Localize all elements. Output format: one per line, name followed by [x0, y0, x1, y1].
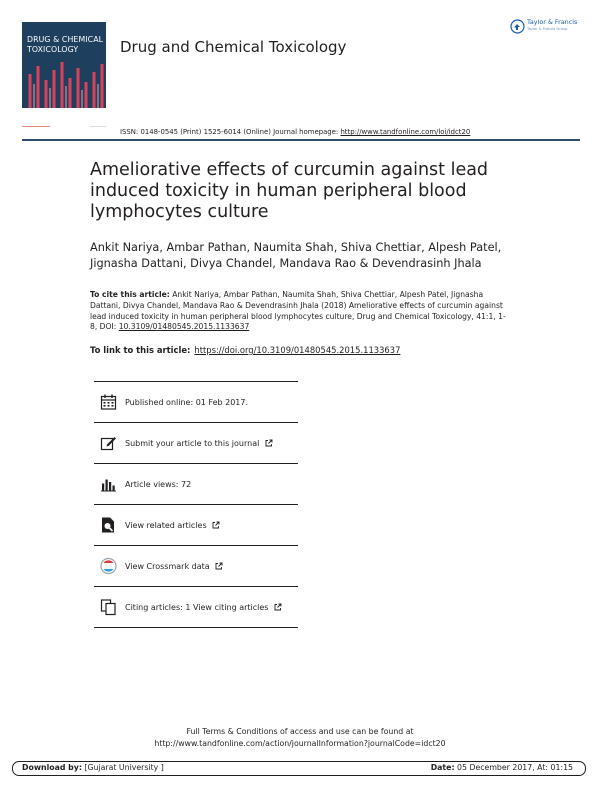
citation-doi-link[interactable]: 10.3109/01480545.2015.1133637 — [118, 322, 250, 332]
terms-note — [0, 726, 600, 749]
citing-articles-link[interactable] — [125, 603, 282, 612]
decorative-mark — [90, 126, 106, 127]
info-row-views — [94, 464, 298, 505]
publisher-sub: Taylor & Francis Group — [527, 27, 568, 31]
bar-chart-icon — [100, 476, 117, 493]
terms-url-link[interactable]: http://www.tandfonline.com/action/journalInformation?journalCode=idct20 — [154, 738, 446, 748]
link-label: To link to this article: — [90, 345, 191, 355]
info-row-related[interactable] — [94, 505, 298, 546]
cover-title: DRUG & CHEMICAL TOXICOLOGY — [27, 35, 104, 54]
download-date-value: 05 December 2017, At: 01:15 — [454, 763, 573, 772]
info-row-citing[interactable] — [94, 587, 298, 628]
related-articles-link[interactable] — [125, 521, 220, 530]
citing-articles-label: Citing articles: 1 View citing articles — [125, 602, 269, 612]
publisher-name: Taylor & Francis — [527, 18, 578, 26]
decorative-mark — [22, 126, 50, 127]
citation-label: To cite this article: — [90, 290, 170, 299]
downloaded-by — [22, 763, 164, 772]
download-date — [431, 763, 573, 772]
external-link-icon — [265, 439, 273, 447]
journal-name[interactable]: Drug and Chemical Toxicology — [120, 38, 347, 56]
download-info-bar — [12, 761, 586, 776]
crossmark-icon — [100, 558, 117, 575]
article-title: Ameliorative effects of curcumin against lead induced toxicity in human peripheral blood lymphocytes culture — [90, 160, 489, 222]
article-authors: Ankit Nariya, Ambar Pathan, Naumita Shah, Shiva Chettiar, Alpesh Patel, Jignasha Dattani, Divya Chandel, Mandava Rao & Devendrasinh Jhala — [90, 241, 502, 270]
document-search-icon — [100, 517, 117, 534]
article-info-list — [94, 381, 298, 628]
info-row-crossmark[interactable] — [94, 546, 298, 587]
external-link-icon — [274, 603, 282, 611]
terms-line: Full Terms & Conditions of access and use can be found at — [186, 727, 414, 736]
downloaded-by-value: [Gujarat University ] — [81, 763, 164, 772]
publisher-logo-icon — [510, 19, 525, 34]
related-articles-label: View related articles — [125, 520, 207, 530]
publisher-name-block — [527, 19, 577, 33]
issn-text: ISSN: 0148-0545 (Print) 1525-6014 (Online) Journal homepage: — [120, 128, 341, 136]
submit-article-link[interactable] — [125, 439, 273, 448]
crossmark-link[interactable] — [125, 562, 223, 571]
issn-line — [120, 128, 470, 136]
external-link-icon — [212, 521, 220, 529]
article-doi-link[interactable]: https://doi.org/10.3109/01480545.2015.1133637 — [194, 345, 401, 355]
header-divider — [22, 139, 580, 141]
info-row-submit[interactable] — [94, 423, 298, 464]
external-link-icon — [215, 562, 223, 570]
edit-icon — [100, 435, 117, 452]
downloaded-by-label: Download by: — [22, 763, 82, 772]
crossmark-label: View Crossmark data — [125, 561, 210, 571]
download-date-label: Date: — [430, 763, 455, 772]
info-row-published — [94, 381, 298, 423]
submit-article-label: Submit your article to this journal — [125, 438, 260, 448]
article-link-line — [90, 345, 400, 355]
calendar-icon — [100, 394, 117, 411]
copy-documents-icon — [100, 599, 117, 616]
published-date: Published online: 01 Feb 2017. — [125, 397, 249, 407]
journal-cover — [22, 22, 106, 108]
article-views: Article views: 72 — [125, 479, 192, 489]
citation-text: Ankit Nariya, Ambar Pathan, Naumita Shah, Shiva Chettiar, Alpesh Patel, Jignasha Dattani, Divya Chandel, Mandava Rao & Devendrasinh Jhala (2018) Ameliorative effects of curcumin against lead induced toxicity in human peripheral blood lymphocytes culture, Drug and Chemical Toxicology, 41:1, 1-8, DOI: — [90, 290, 506, 332]
journal-homepage-link[interactable]: http://www.tandfonline.com/loi/idct20 — [340, 128, 471, 136]
citation-block — [90, 290, 510, 333]
publisher-logo[interactable] — [510, 16, 580, 38]
